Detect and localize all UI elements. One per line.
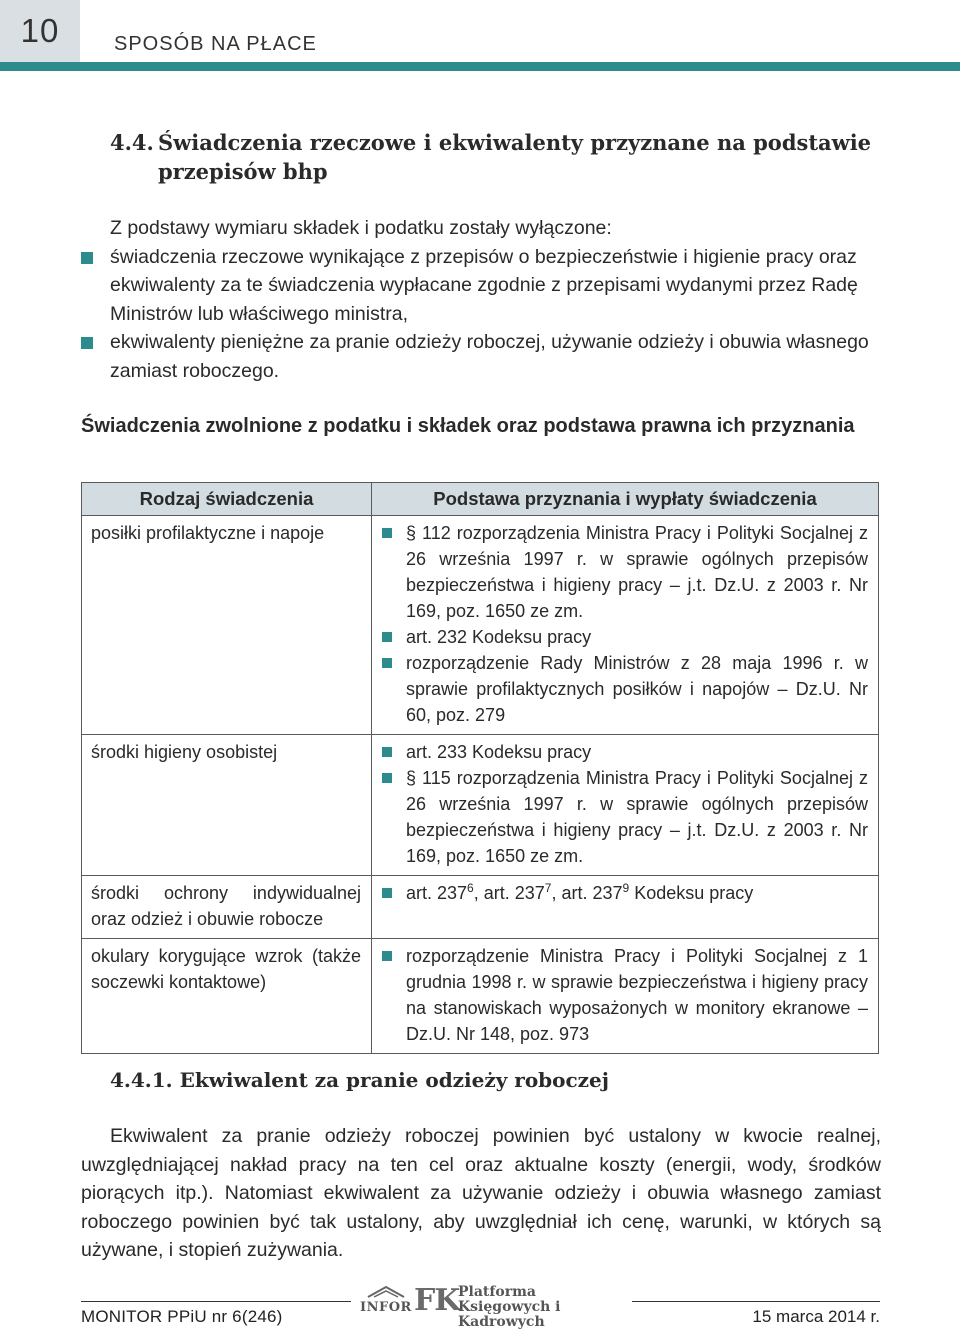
basis-cell: [372, 516, 879, 735]
benefits-table: [81, 482, 879, 1054]
table-row: [82, 939, 879, 1054]
subsection-title: [110, 1068, 609, 1092]
logo-line1: Platforma: [458, 1284, 537, 1300]
list-item: [382, 739, 868, 765]
bullet-text: świadczenia rzeczowe wynikające z przepisów o bezpieczeństwie i higienie pracy oraz ekwiwalenty za te świadczenia wypłacane zgodnie z przepisami wydanymi przez Radę Ministrów lub właściwego ministra,: [110, 245, 858, 325]
section-number: 4.4.: [110, 130, 154, 155]
basis-text: [406, 883, 753, 903]
basis-list: [382, 880, 868, 906]
list-item: [81, 243, 881, 329]
table-header-row: [82, 483, 879, 516]
basis-list: [382, 943, 868, 1047]
square-bullet-icon: [382, 951, 392, 961]
logo-line2: Księgowych i Kadrowych: [458, 1299, 561, 1330]
subsection-number: 4.4.1.: [110, 1068, 173, 1092]
column-header-kind: Rodzaj świadczenia: [82, 483, 372, 516]
list-item: [382, 650, 868, 728]
footer-rule-left: [81, 1301, 351, 1302]
superscript: 7: [544, 881, 552, 895]
footer-publication: MONITOR PPiU nr 6(246): [81, 1307, 283, 1326]
logo-infor-text: INFOR: [360, 1300, 412, 1315]
section-title: [110, 128, 890, 186]
infor-wing-icon: [366, 1285, 406, 1299]
basis-cell: [372, 876, 879, 939]
kind-cell: posiłki profilaktyczne i napoje: [82, 516, 372, 735]
square-bullet-icon: [382, 632, 392, 642]
basis-text: art. 232 Kodeksu pracy: [406, 627, 592, 647]
kind-cell: środki ochrony indywidualnej oraz odzież i obuwie robocze: [82, 876, 372, 939]
intro-bullet-list: [81, 243, 881, 386]
subsection-title-text: Ekwiwalent za pranie odzieży roboczej: [179, 1068, 609, 1092]
table-title: Świadczenia zwolnione z podatku i składek oraz podstawa prawna ich przyznania: [81, 415, 855, 437]
square-bullet-icon: [382, 747, 392, 757]
running-title: SPOSÓB NA PŁACE: [114, 33, 317, 55]
basis-text: § 112 rozporządzenia Ministra Pracy i Polityki Socjalnej z 26 września 1997 r. w sprawie ogólnych przepisów bezpieczeństwa i higieny pracy – j.t. Dz.U. z 2003 r. Nr 169, poz. 1650 ze zm.: [406, 523, 868, 621]
section-title-line2: przepisów bhp: [158, 159, 328, 184]
logo-lines: [458, 1285, 628, 1330]
header-rule: [0, 62, 960, 71]
intro: [81, 214, 881, 385]
basis-text-part: , art. 237: [551, 883, 623, 903]
basis-cell: [372, 735, 879, 876]
basis-text-part: Kodeksu pracy: [629, 883, 754, 903]
kind-cell: środki higieny osobistej: [82, 735, 372, 876]
square-bullet-icon: [382, 773, 392, 783]
basis-list: [382, 520, 868, 728]
square-bullet-icon: [81, 337, 93, 349]
page-number: 10: [0, 0, 80, 62]
superscript: 6: [467, 881, 474, 895]
basis-text: rozporządzenie Ministra Pracy i Polityki Socjalnej z 1 grudnia 1998 r. w sprawie bezpieczeństwa i higieny pracy na stanowiskach wyposażonych w monitory ekranowe – Dz.U. Nr 148, poz. 973: [406, 946, 868, 1044]
basis-text: § 115 rozporządzenia Ministra Pracy i Polityki Socjalnej z 26 września 1997 r. w sprawie ogólnych przepisów bezpieczeństwa i higieny pracy – j.t. Dz.U. z 2003 r. Nr 169, poz. 1650 ze zm.: [406, 768, 868, 866]
publisher-logo: [360, 1283, 628, 1330]
intro-lead: Z podstawy wymiaru składek i podatku zostały wyłączone:: [110, 217, 612, 239]
square-bullet-icon: [382, 888, 392, 898]
list-item: [382, 520, 868, 624]
basis-text-part: , art. 237: [473, 883, 545, 903]
basis-text: art. 233 Kodeksu pracy: [406, 742, 592, 762]
table-row: [82, 735, 879, 876]
subsection-paragraph: Ekwiwalent za pranie odzieży roboczej powinien być ustalony w kwocie realnej, uwzględniającej nakład pracy na ten cel oraz aktualne koszty (energii, wody, środków piorących itp.). Natomiast ekwiwalent za używanie odzieży i obuwia własnego zamiast roboczego powinien być tak ustalony, aby uwzględniał ich cenę, warunki, w których są używane, i stopień zużywania.: [81, 1125, 881, 1262]
logo-fk-mark: FK: [414, 1283, 460, 1318]
kind-cell: okulary korygujące wzrok (także soczewki kontaktowe): [82, 939, 372, 1054]
column-header-basis: Podstawa przyznania i wypłaty świadczenia: [372, 483, 879, 516]
footer-rule-right: [632, 1301, 880, 1302]
table-row: [82, 876, 879, 939]
square-bullet-icon: [382, 658, 392, 668]
list-item: [382, 880, 868, 906]
basis-cell: [372, 939, 879, 1054]
list-item: [81, 328, 881, 385]
footer-date: 15 marca 2014 r.: [752, 1307, 880, 1326]
square-bullet-icon: [81, 252, 93, 264]
table-row: [82, 516, 879, 735]
basis-list: [382, 739, 868, 869]
basis-text: rozporządzenie Rady Ministrów z 28 maja 1996 r. w sprawie profilaktycznych posiłków i napojów – Dz.U. Nr 60, poz. 279: [406, 653, 868, 725]
superscript: 9: [622, 881, 630, 895]
square-bullet-icon: [382, 528, 392, 538]
bullet-text: ekwiwalenty pieniężne za pranie odzieży roboczej, używanie odzieży i obuwia własnego zamiast roboczego.: [110, 331, 869, 382]
basis-text-part: art. 237: [406, 883, 468, 903]
list-item: [382, 765, 868, 869]
list-item: [382, 943, 868, 1047]
list-item: [382, 624, 868, 650]
section-title-line1: Świadczenia rzeczowe i ekwiwalenty przyznane na podstawie: [158, 130, 872, 155]
